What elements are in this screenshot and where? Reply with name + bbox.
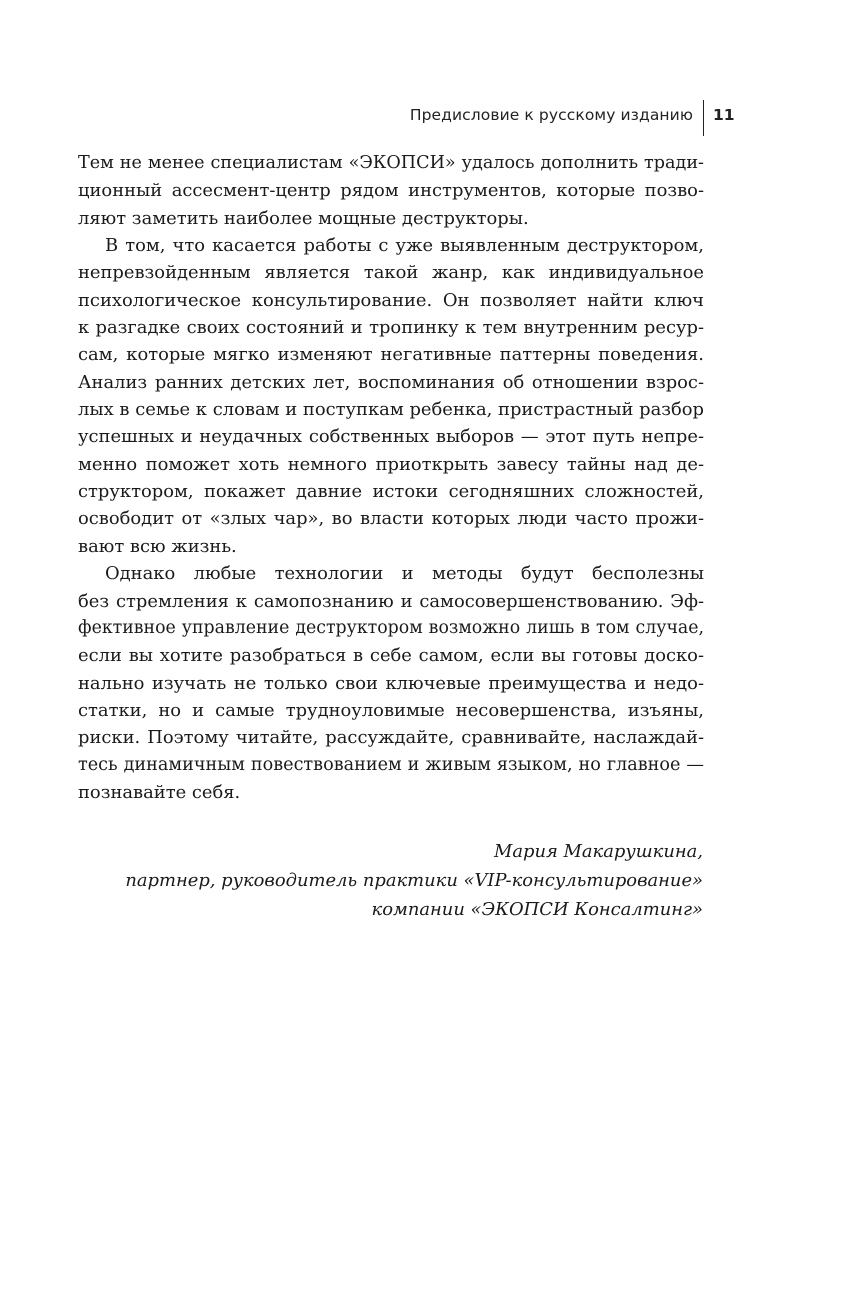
page-number: 11 bbox=[713, 106, 735, 124]
text-line: к разгадке своих состояний и тропинку к тем внутренним ресур- bbox=[78, 317, 704, 339]
text-line: психологическое консультирование. Он позволяет найти ключ bbox=[78, 289, 704, 311]
paragraph-2 bbox=[78, 232, 704, 560]
text-line: Анализ ранних детских лет, воспоминания об отношении взрос- bbox=[78, 371, 704, 393]
text-line: В том, что касается работы с уже выявленным деструктором, bbox=[105, 235, 704, 257]
text-line: без стремления к самопознанию и самосовершенствованию. Эф- bbox=[78, 590, 704, 612]
text-line: ционный ассесмент-центр рядом инструментов, которые позво- bbox=[78, 180, 704, 202]
text-line: лых в семье к словам и поступкам ребенка, пристрастный разбор bbox=[78, 399, 704, 421]
text-line: успешных и неудачных собственных выборов — этот путь непре- bbox=[78, 426, 704, 448]
signature-company: компании «ЭКОПСИ Консалтинг» bbox=[371, 899, 703, 920]
text-line: сам, которые мягко изменяют негативные паттерны поведения. bbox=[78, 344, 704, 366]
text-line: нально изучать не только свои ключевые преимущества и недо- bbox=[78, 672, 704, 694]
text-line: если вы хотите разобраться в себе самом, если вы готовы доско- bbox=[78, 645, 704, 667]
running-title: Предисловие к русскому изданию bbox=[409, 106, 693, 124]
text-line: тесь динамичным повествованием и живым языком, но главное — bbox=[78, 754, 704, 775]
body-text bbox=[78, 150, 704, 806]
text-line: статки, но и самые трудноуловимые несовершенства, изъяны, bbox=[78, 699, 704, 721]
text-line: фективное управление деструктором возможно лишь в том случае, bbox=[78, 617, 704, 638]
paragraph-1 bbox=[78, 150, 704, 232]
signature-block bbox=[125, 837, 703, 924]
text-line: освободит от «злых чар», во власти которых люди часто прожи- bbox=[78, 508, 704, 530]
signature-name: Мария Макарушкина, bbox=[494, 841, 703, 862]
text-line: Однако любые технологии и методы будут бесполезны bbox=[105, 563, 704, 585]
running-header bbox=[0, 100, 863, 136]
header-divider bbox=[703, 100, 704, 136]
text-line: Тем не менее специалистам «ЭКОПСИ» удалось дополнить тради- bbox=[78, 153, 704, 173]
text-line: менно поможет хоть немного приоткрыть завесу тайны над де- bbox=[78, 453, 704, 475]
paragraph-3 bbox=[78, 560, 704, 806]
text-line: непревзойденным является такой жанр, как индивидуальное bbox=[78, 262, 704, 284]
text-line: ляют заметить наиболее мощные деструкторы. bbox=[78, 207, 529, 229]
text-line: познавайте себя. bbox=[78, 781, 241, 803]
text-line: риски. Поэтому читайте, рассуждайте, сравнивайте, наслаждай- bbox=[78, 727, 704, 749]
signature-position: партнер, руководитель практики «VIP-консультирование» bbox=[125, 870, 703, 891]
text-line: вают всю жизнь. bbox=[78, 535, 237, 557]
text-line: структором, покажет давние истоки сегодняшних сложностей, bbox=[78, 481, 704, 503]
